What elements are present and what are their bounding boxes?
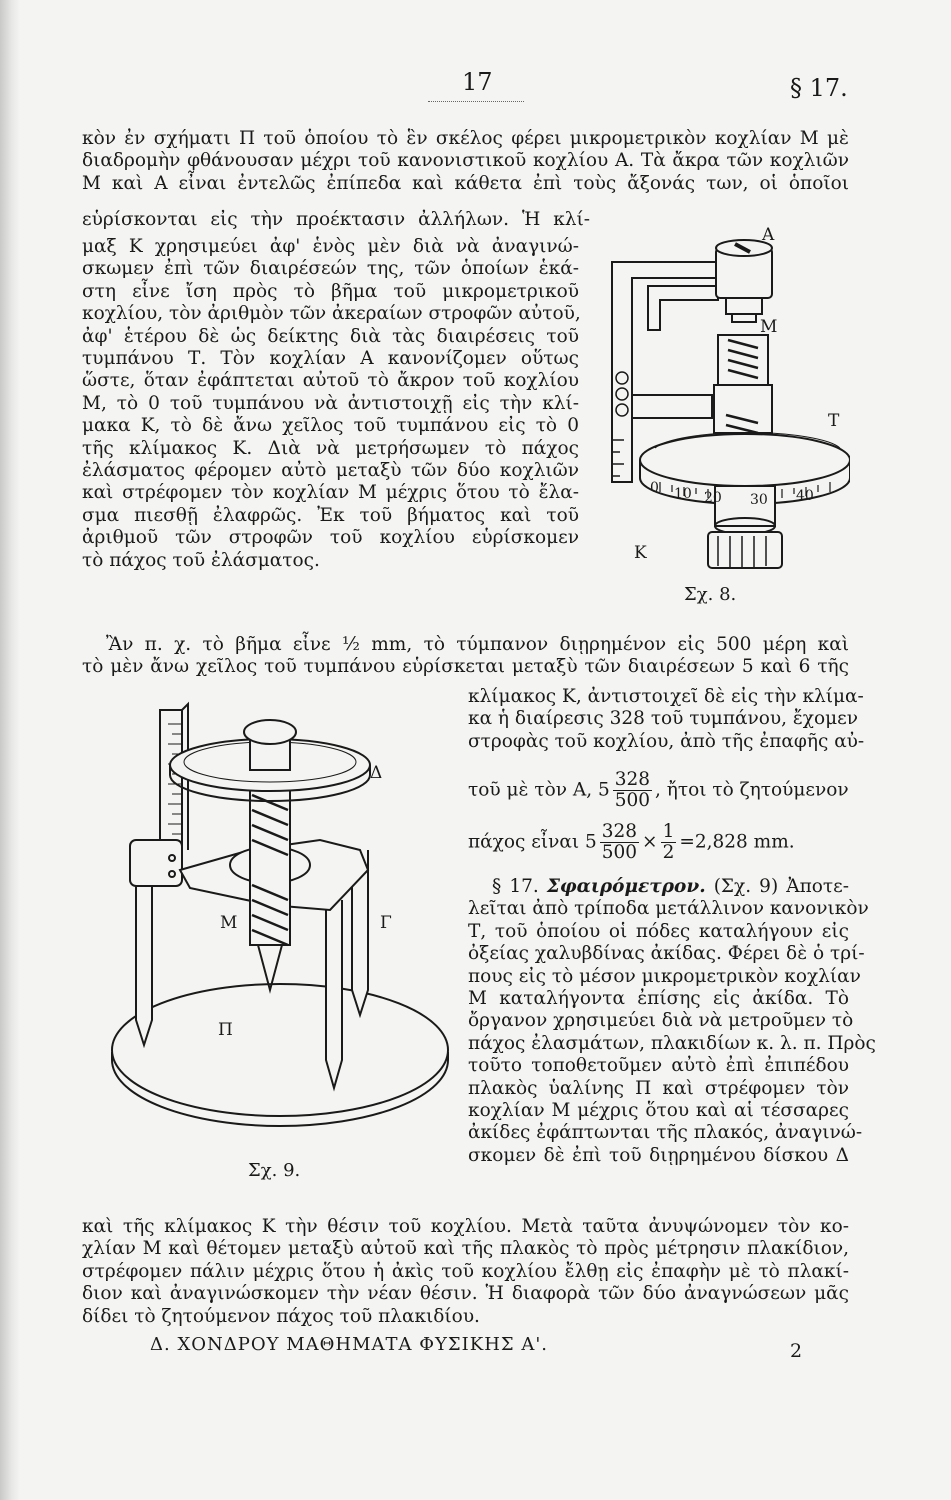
text-line: ὄργανον χρησιμεύει διὰ νὰ μετροῦμεν τὸ bbox=[468, 1010, 854, 1032]
text-line: κὸν ἐν σχήματι Π τοῦ ὁποίου τὸ ἓν σκέλος φέρει μικρομετρικὸν κοχλίαν Μ μὲ bbox=[82, 128, 849, 149]
section-number: § 17. bbox=[492, 876, 539, 897]
section-title: Σφαιρόμετρον. bbox=[546, 876, 706, 897]
text-line: πάχος ἐλασμάτων, πλακιδίων κ. λ. π. Πρὸς bbox=[468, 1032, 876, 1054]
text-line: στροφὰς τοῦ κοχλίου, ἀπὸ τῆς ἐπαφῆς αὐ- bbox=[468, 730, 865, 752]
text-line: τυμπάνου Τ. Τὸν κοχλίαν Α κανονίζομεν οὕτως bbox=[82, 348, 579, 370]
label-M: Μ bbox=[760, 317, 778, 337]
paragraph-2 bbox=[82, 236, 579, 572]
figure-9 bbox=[90, 700, 450, 1130]
formula-prefix: τοῦ μὲ τὸν Α, 5 bbox=[468, 779, 610, 801]
text-line: καὶ στρέφομεν τὸν κοχλίαν Μ μέχρις ὅτου τὸ ἔλα- bbox=[82, 482, 579, 504]
denominator: 500 bbox=[614, 790, 651, 811]
label-P: Π bbox=[218, 1020, 233, 1040]
paragraph-3 bbox=[82, 634, 849, 679]
label-T: Τ bbox=[828, 411, 840, 431]
figure-8 bbox=[600, 220, 850, 590]
fraction bbox=[600, 822, 639, 863]
text-line: λεῖται ἀπὸ τρίποδα μετάλλινον κανονικὸν bbox=[468, 898, 869, 920]
text-line: δίδει τὸ ζητούμενον πάχος τοῦ πλακιδίου. bbox=[82, 1305, 480, 1327]
paragraph-1-end bbox=[82, 209, 590, 231]
drum-number: 20 bbox=[704, 490, 722, 506]
text-line: Τ, τοῦ ὁποίου οἱ πόδες καταλήγουν εἰς bbox=[468, 920, 849, 942]
denominator: 2 bbox=[662, 842, 675, 863]
text-line bbox=[468, 876, 849, 898]
text-line: χλίαν Μ καὶ θέτομεν μεταξὺ αὐτοῦ καὶ τῆς πλακὸς τὸ πρὸς μέτρησιν πλακίδιον, bbox=[82, 1238, 849, 1260]
formula-result: =2,828 mm. bbox=[679, 831, 795, 853]
text-line: πους εἰς τὸ μέσον μικρομετρικὸν κοχλίαν bbox=[468, 965, 861, 987]
text-line: Μ καὶ Α εἶναι ἐντελῶς ἐπίπεδα καὶ κάθετα ἐπὶ τοὺς ἄξονάς των, οἱ ὁποῖοι bbox=[82, 172, 849, 194]
text-line: διον καὶ ἀναγινώσκομεν τὴν νέαν θέσιν. Ἡ διαφορὰ τῶν δύο ἀναγνώσεων μᾶς bbox=[82, 1283, 849, 1305]
text-fragment: (Σχ. 9) Ἀποτε- bbox=[713, 876, 849, 897]
paragraph-5 bbox=[82, 1216, 849, 1328]
running-section: § 17. bbox=[790, 74, 848, 102]
label-A: Α bbox=[762, 225, 775, 245]
page-edge-shadow bbox=[0, 0, 20, 1500]
figure-9-caption: Σχ. 9. bbox=[248, 1160, 301, 1181]
footer-book-title: Δ. ΧΟΝΔΡΟΥ ΜΑΘΗΜΑΤΑ ΦΥΣΙΚΗΣ Α'. bbox=[150, 1334, 549, 1355]
label-G: Γ bbox=[380, 913, 392, 933]
formula-turns bbox=[468, 770, 849, 811]
text-line: σκωμεν ἐπὶ τῶν διαιρέσεών της, τῶν ὁποίων ἑκά- bbox=[82, 258, 579, 280]
label-M: Μ bbox=[220, 913, 238, 933]
drum-number: 10 bbox=[674, 486, 692, 502]
text-line: ἀφ' ἑτέρου δὲ ὡς δείκτης διὰ τὰς διαιρέσεις τοῦ bbox=[82, 325, 579, 347]
fraction bbox=[613, 770, 652, 811]
numerator: 328 bbox=[601, 821, 638, 842]
formula-prefix: πάχος εἶναι 5 bbox=[468, 831, 597, 853]
signature-mark: 2 bbox=[790, 1340, 803, 1362]
label-K: Κ bbox=[634, 543, 647, 563]
text-line: τοῦτο τοποθετοῦμεν αὐτὸ ἐπὶ ἐπιπέδου bbox=[468, 1055, 849, 1077]
text-line: μακα Κ, τὸ δὲ ἄνω χεῖλος τοῦ τυμπάνου εἰς τὸ 0 bbox=[82, 415, 579, 437]
times-sign: × bbox=[642, 831, 658, 853]
label-D: Δ bbox=[370, 763, 383, 783]
numerator: 328 bbox=[614, 769, 651, 790]
text-line: κοχλίου, τὸν ἀριθμὸν τῶν ἀκεραίων στροφῶν αὐτοῦ, bbox=[82, 303, 581, 325]
paragraph-4 bbox=[468, 876, 876, 1167]
text-line: Ἂν π. χ. τὸ βῆμα εἶνε ½ mm, τὸ τύμπανον διῃρημένον εἰς 500 μέρη καὶ bbox=[106, 634, 849, 655]
text-line: ὀξείας χαλυβδίνας ἀκίδας. Φέρει δὲ ὁ τρί- bbox=[468, 943, 865, 965]
formula-suffix: , ἤτοι τὸ ζητούμενον bbox=[655, 779, 849, 801]
denominator: 500 bbox=[601, 842, 638, 863]
figure-8-caption: Σχ. 8. bbox=[684, 584, 737, 605]
text-line: σκομεν δὲ ἐπὶ τοῦ διῃρημένου δίσκου Δ bbox=[468, 1144, 849, 1166]
text-line: καὶ τῆς κλίμακος Κ τὴν θέσιν τοῦ κοχλίου. Μετὰ ταῦτα ἀνυψώνομεν τὸν κο- bbox=[82, 1216, 849, 1237]
text-line: τὸ μὲν ἄνω χεῖλος τοῦ τυμπάνου εὑρίσκεται μεταξὺ τῶν διαιρέσεων 5 καὶ 6 τῆς bbox=[82, 656, 849, 678]
page-number: 17 bbox=[462, 68, 493, 96]
text-line: ἀριθμοῦ τῶν στροφῶν τοῦ κοχλίου εὑρίσκομεν bbox=[82, 527, 579, 549]
text-line: στρέφομεν πάλιν μέχρις ὅτου ἡ ἀκὶς τοῦ κοχλίου ἔλθῃ εἰς ἐπαφὴν μὲ τὸ πλακί- bbox=[82, 1260, 849, 1282]
text-line: κλίμακος Κ, ἀντιστοιχεῖ δὲ εἰς τὴν κλίμα- bbox=[468, 686, 864, 707]
formula-thickness bbox=[468, 822, 795, 863]
drum-number: 30 bbox=[750, 492, 768, 508]
text-line: πλακὸς ὑαλίνης Π καὶ στρέφομεν τὸν bbox=[468, 1077, 849, 1099]
text-line: διαδρομὴν φθάνουσαν μέχρι τοῦ κανονιστικοῦ κοχλίου Α. Τὰ ἄκρα τῶν κοχλιῶν bbox=[82, 150, 849, 172]
text-line: ὥστε, ὅταν ἐφάπτεται αὐτοῦ τὸ ἄκρον τοῦ κοχλίου bbox=[82, 370, 579, 392]
numerator: 1 bbox=[662, 821, 675, 842]
text-line: τῆς κλίμακος Κ. Διὰ νὰ μετρήσωμεν τὸ πάχος bbox=[82, 437, 579, 459]
text-line: ἐλάσματος φέρομεν αὐτὸ μεταξὺ τῶν δύο κοχλιῶν bbox=[82, 460, 579, 482]
text-line: κοχλίαν Μ μέχρις ὅτου καὶ αἱ τέσσαρες bbox=[468, 1100, 849, 1122]
text-line: τὸ πάχος τοῦ ἐλάσματος. bbox=[82, 549, 320, 571]
paragraph-1 bbox=[82, 128, 849, 195]
text-line: Μ, τὸ 0 τοῦ τυμπάνου νὰ ἀντιστοιχῇ εἰς τὴν κλί- bbox=[82, 392, 579, 414]
text-line: εὑρίσκονται εἰς τὴν προέκτασιν ἀλλήλων. Ἡ κλί- bbox=[82, 209, 590, 230]
text-line: στη εἶνε ἴση πρὸς τὸ βῆμα τοῦ μικρομετρικοῦ bbox=[82, 280, 579, 302]
drum-number: 0 bbox=[650, 480, 659, 496]
text-line: κα ἡ διαίρεσις 328 τοῦ τυμπάνου, ἔχομεν bbox=[468, 708, 858, 730]
drum-number: 40 bbox=[796, 488, 814, 504]
fraction bbox=[661, 822, 677, 863]
text-line: ἀκίδες ἐφάπτωνται τῆς πλακός, ἀναγινώ- bbox=[468, 1122, 863, 1144]
text-line: μαξ Κ χρησιμεύει ἀφ' ἑνὸς μὲν διὰ νὰ ἀναγινώ- bbox=[82, 236, 579, 257]
micrometer-drawing bbox=[600, 220, 850, 590]
paragraph-3-right bbox=[468, 686, 865, 753]
text-line: Μ καταλήγοντα ἐπίσης εἰς ἀκίδα. Τὸ bbox=[468, 988, 849, 1010]
header-rule bbox=[428, 101, 524, 102]
text-line: σμα πιεσθῇ ἐλαφρῶς. Ἐκ τοῦ βήματος καὶ τοῦ bbox=[82, 504, 579, 526]
spherometer-drawing bbox=[90, 700, 450, 1130]
